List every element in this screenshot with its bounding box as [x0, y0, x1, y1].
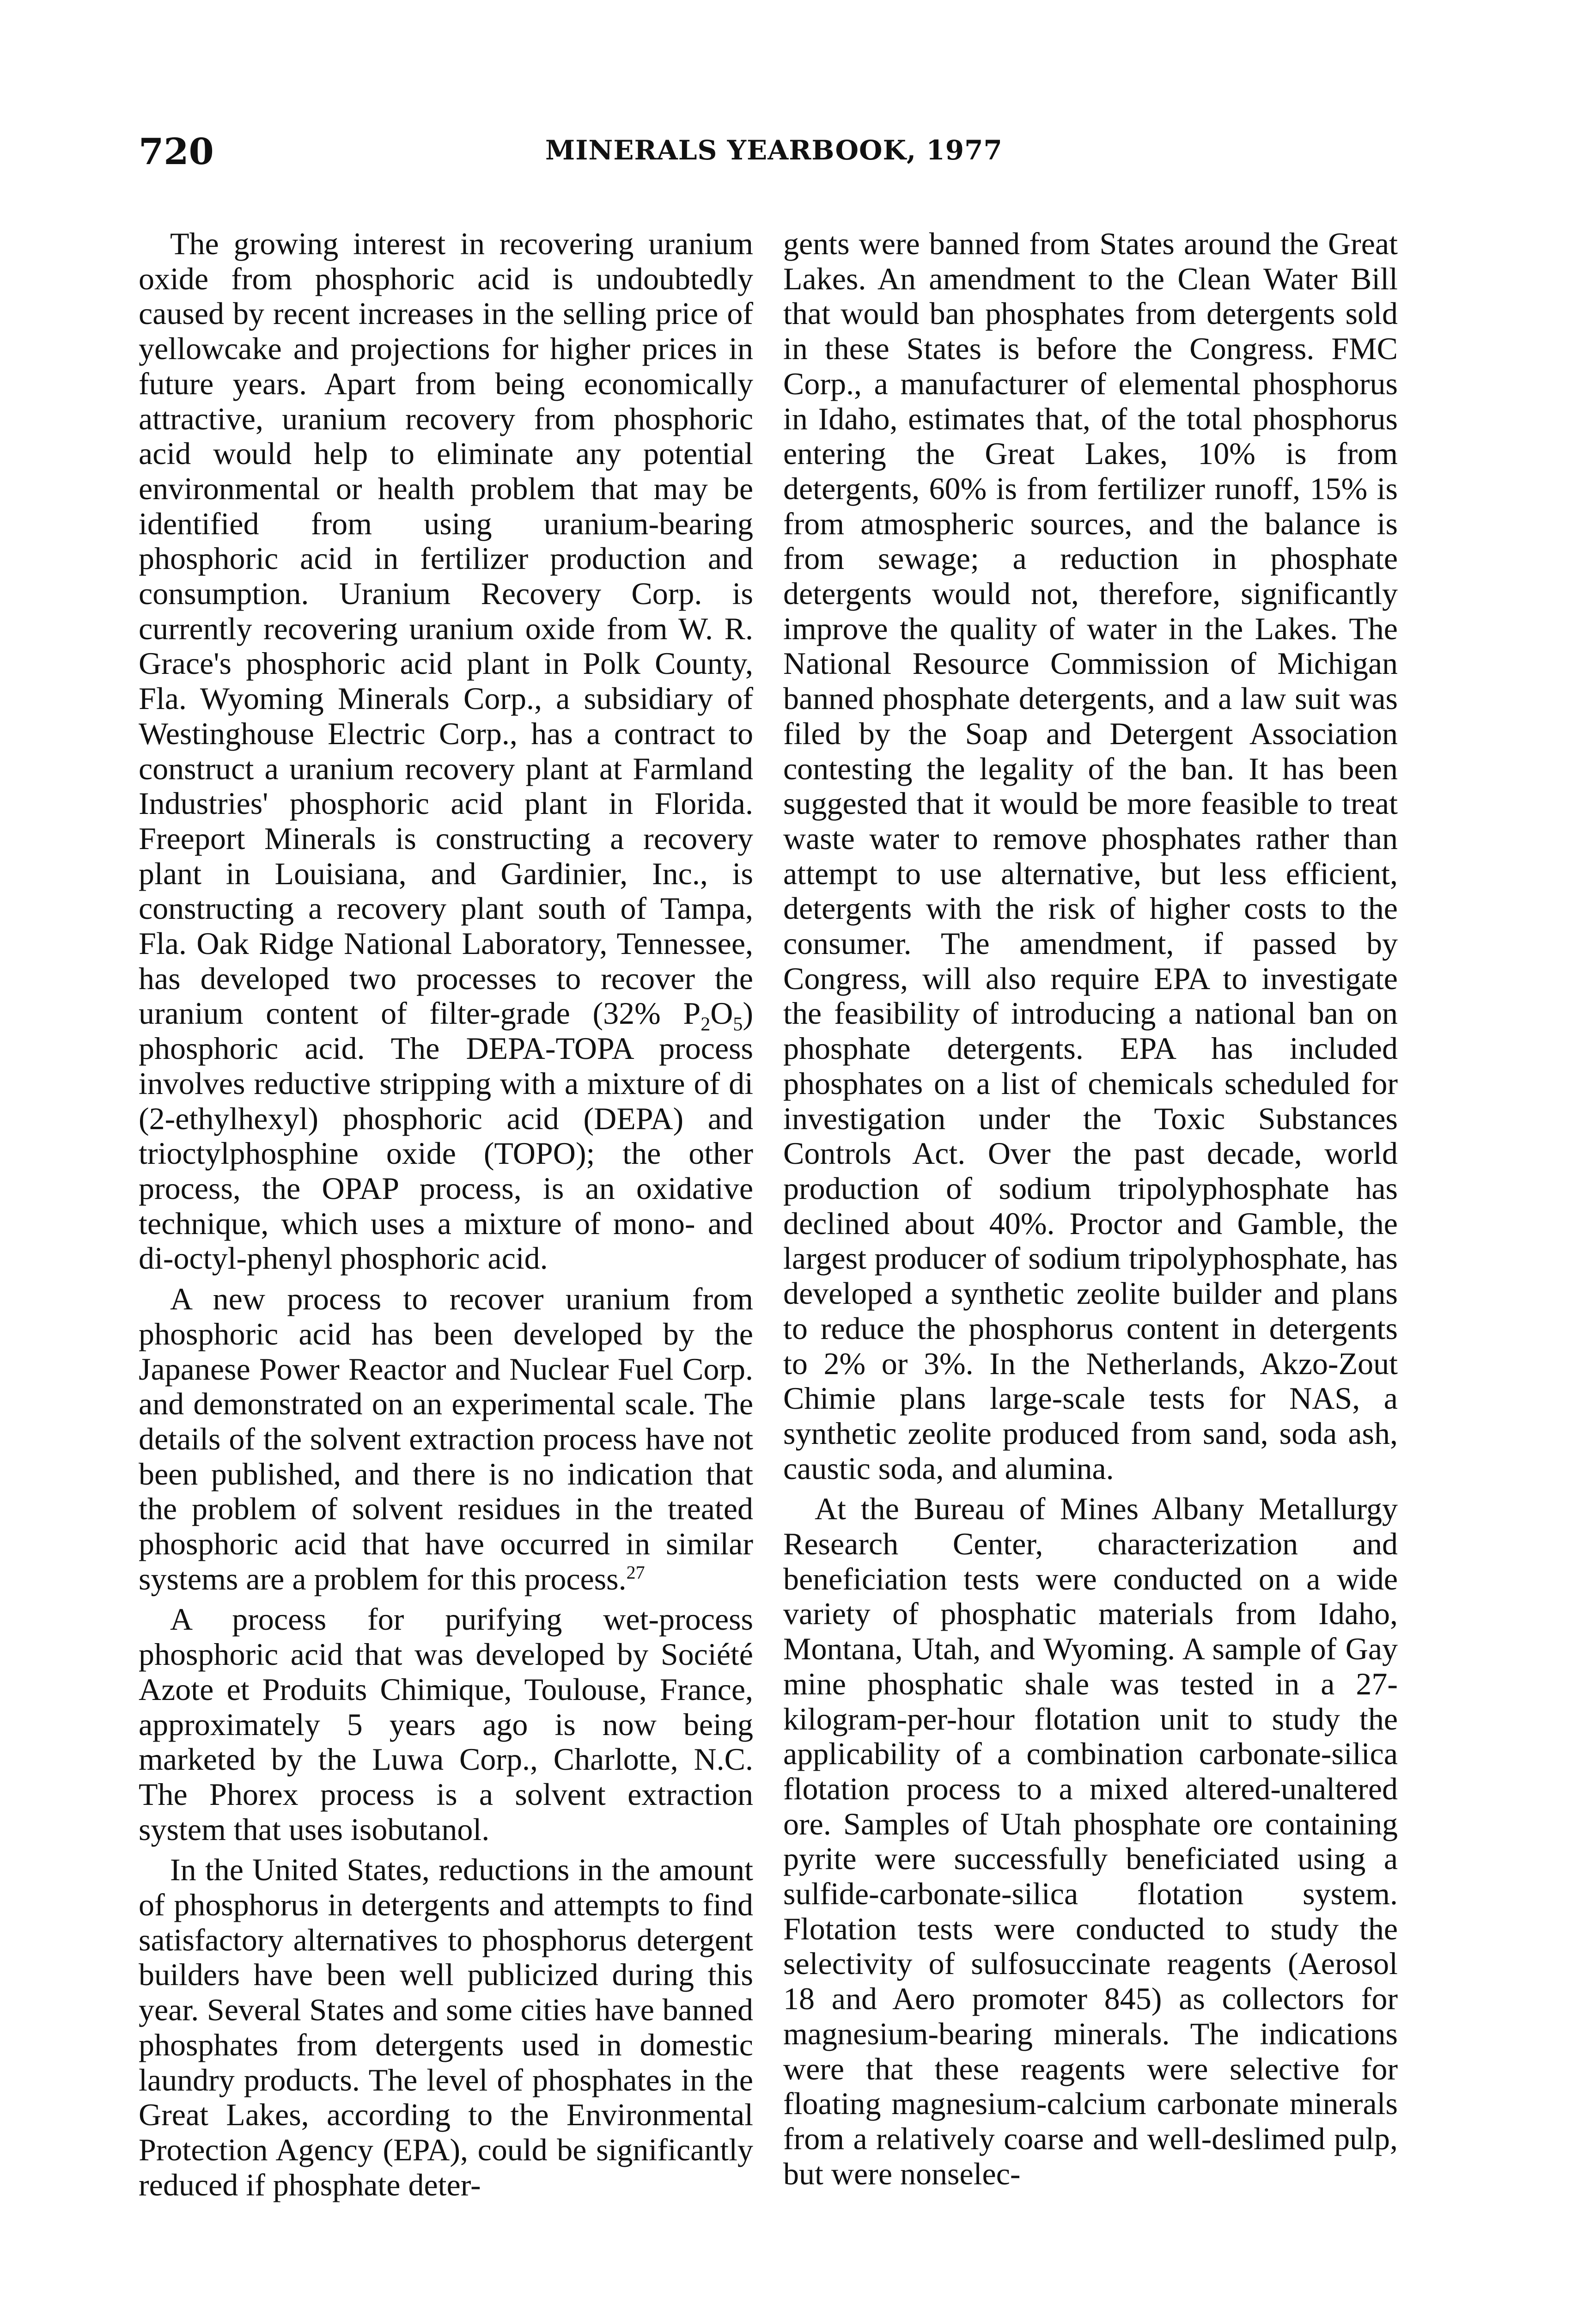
paragraph-detergents	[139, 1852, 753, 2202]
paragraph-text: In the United States, reductions in the amount of phosphorus in detergents and attempts to find satisfactory alternatives to phosphorus detergent builders have been well publicized during this year. Several States and some cities have banned phosphates from detergents used in domestic laundry products. The level of phosphates in the Great Lakes, according to the Environmental Protection Agency (EPA), could be significantly reduced if phosphate deter-	[139, 1852, 753, 2202]
paragraph-text: The growing interest in recovering uranium oxide from phosphoric acid is undoubtedly caused by recent increases in the selling price of yellowcake and projections for higher prices in future years. Apart from being economically attractive, uranium recovery from phosphoric acid would help to eliminate any potential environmental or health problem that may be identified from using uranium-bearing phosphoric acid in fertilizer production and consumption. Uranium Recovery Corp. is currently recovering uranium oxide from W. R. Grace's phosphoric acid plant in Polk County, Fla. Wyoming Minerals Corp., a subsidiary of Westinghouse Electric Corp., has a contract to construct a uranium recovery plant at Farmland Industries' phosphoric acid plant in Florida. Freeport Minerals is constructing a recovery plant in Louisiana, and Gardinier, Inc., is constructing a recovery plant south of Tampa, Fla. Oak Ridge National Laboratory, Tennessee, has developed two processes to recover the uranium content of filter-grade (32%	[139, 226, 753, 1031]
paragraph-text: At the Bureau of Mines Albany Metallurgy Research Center, characterization and beneficiation tests were conducted on a wide variety of phosphatic materials from Idaho, Montana, Utah, and Wyoming. A sample of Gay mine phosphatic shale was tested in a 27-kilogram-per-hour flotation unit to study the applicability of a combination carbonate-silica flotation process to a mixed altered-unaltered ore. Samples of Utah phosphate ore containing pyrite were successfully beneficiated using a sulfide-carbonate-silica flotation system. Flotation tests were conducted to study the selectivity of sulfosuccinate reagents (Aerosol 18 and Aero promoter 845) as collectors for magnesium-bearing minerals. The indications were that these reagents were selective for floating magnesium-calcium carbonate minerals from a relatively coarse and well-deslimed pulp, but were nonselec-	[783, 1491, 1398, 2191]
paragraph-great-lakes	[783, 226, 1398, 1486]
left-column	[139, 226, 753, 2208]
paragraph-phorex-process	[139, 1602, 753, 1847]
page-number: 720	[139, 131, 214, 173]
paragraph-bureau-of-mines	[783, 1492, 1398, 2191]
paragraph-text: A process for purifying wet-process phosphoric acid that was developed by Société Azote et Produits Chimique, Toulouse, France, approximately 5 years ago is now being marketed by the Luwa Corp., Charlotte, N.C. The Phorex process is a solvent extraction system that uses isobutanol.	[139, 1602, 753, 1847]
footnote-reference: 27	[626, 1562, 645, 1583]
chemical-formula: $P_2O_5$	[683, 996, 743, 1036]
paragraph-text: gents were banned from States around the Great Lakes. An amendment to the Clean Water Bill that would ban phosphates from detergents sold in these States is before the Congress. FMC Corp., a manufacturer of elemental phosphorus in Idaho, estimates that, of the total phosphorus entering the Great Lakes, 10% is from detergents, 60% is from fertilizer runoff, 15% is from atmospheric sources, and the balance is from sewage; a reduction in phosphate detergents would not, therefore, significantly improve the quality of water in the Lakes. The National Resource Commission of Michigan banned phosphate detergents, and a law suit was filed by the Soap and Detergent Association contesting the legality of the ban. It has been suggested that it would be more feasible to treat waste water to remove phosphates rather than attempt to use alternative, but less efficient, detergents with the risk of higher costs to the consumer. The amendment, if passed by Congress, will also require EPA to investigate the feasibility of introducing a national ban on phosphate detergents. EPA has included phosphates on a list of chemicals scheduled for investigation under the Toxic Substances Controls Act. Over the past decade, world production of sodium tripolyphosphate has declined about 40%. Proctor and Gamble, the largest producer of sodium tripolyphosphate, has developed a synthetic zeolite builder and plans to reduce the phosphorus content in detergents to 2% or 3%. In the Netherlands, Akzo-Zout Chimie plans large-scale tests for NAS, a synthetic zeolite produced from sand, soda ash, caustic soda, and alumina.	[783, 226, 1398, 1486]
running-head: MINERALS YEARBOOK, 1977	[545, 135, 1003, 166]
paragraph-text: ) phosphoric acid. The DEPA-TOPA process involves reductive stripping with a mixture of di (2-ethylhexyl) phosphoric acid (DEPA) and trioctylphosphine oxide (TOPO); the other process, the OPAP process, is an oxidative technique, which uses a mixture of mono- and di-octyl-phenyl phosphoric acid.	[139, 996, 753, 1276]
right-column	[783, 226, 1398, 2197]
paragraph-text: A new process to recover uranium from phosphoric acid has been developed by the Japanese Power Reactor and Nuclear Fuel Corp. and demonstrated on an experimental scale. The details of the solvent extraction process have not been published, and there is no indication that the problem of solvent residues in the treated phosphoric acid that have occurred in similar systems are a problem for this process.	[139, 1281, 753, 1596]
paragraph-uranium-recovery	[139, 226, 753, 1276]
paragraph-japanese-process	[139, 1282, 753, 1596]
